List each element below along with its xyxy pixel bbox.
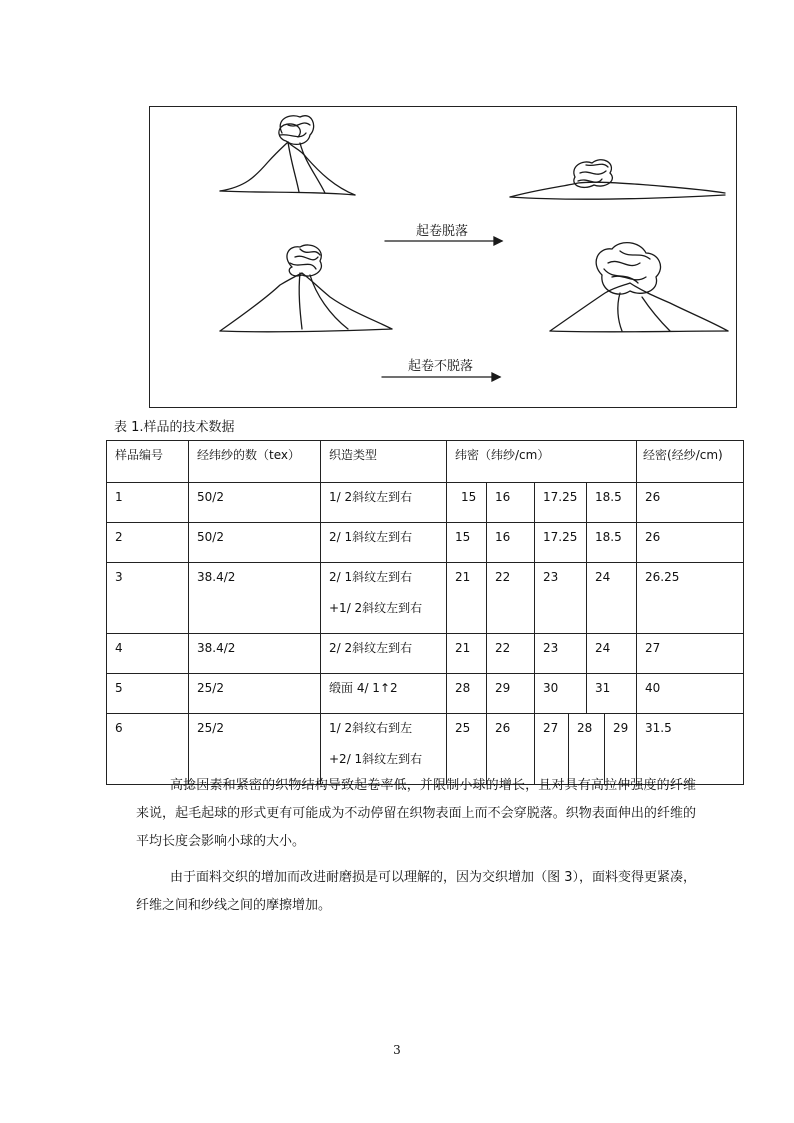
cell-warp-density: 26 <box>637 483 744 523</box>
cell-sample-no: 2 <box>107 523 189 563</box>
cell-weft-density: 28 <box>447 674 487 714</box>
cell-warp-density: 26.25 <box>637 563 744 634</box>
cell-weft-density: 16 <box>487 483 535 523</box>
cell-yarn-count: 25/2 <box>189 714 321 785</box>
cell-weft-density: 25 <box>447 714 487 785</box>
cell-warp-density: 31.5 <box>637 714 744 785</box>
cell-weft-density: 22 <box>487 563 535 634</box>
sample-tech-data-table <box>106 440 744 785</box>
cell-weave: 1/ 2斜纹右到左 +2/ 1斜纹左到右 <box>321 714 447 785</box>
sketch-pill-detached <box>510 160 725 199</box>
header-weft-density: 纬密（纬纱/cm） <box>447 441 637 483</box>
cell-weft-density: 24 <box>587 634 637 674</box>
cell-weave: 2/ 1斜纹左到右 <box>321 523 447 563</box>
arrow-top-label: 起卷脱落 <box>416 224 469 239</box>
table-body <box>107 441 744 785</box>
cell-yarn-count: 38.4/2 <box>189 563 321 634</box>
table-row <box>107 674 744 714</box>
cell-yarn-count: 25/2 <box>189 674 321 714</box>
sketch-pill-forming <box>220 116 355 195</box>
sketch-pill-large <box>550 243 728 332</box>
cell-sample-no: 4 <box>107 634 189 674</box>
header-weave: 织造类型 <box>321 441 447 483</box>
cell-weft-density: 28 <box>569 714 605 785</box>
cell-weave: 缎面 4/ 1↑2 <box>321 674 447 714</box>
table-caption: 表 1.样品的技术数据 <box>114 420 235 435</box>
cell-yarn-count: 50/2 <box>189 523 321 563</box>
cell-sample-no: 1 <box>107 483 189 523</box>
cell-warp-density: 27 <box>637 634 744 674</box>
sketch-pill-attached <box>220 245 392 332</box>
header-yarn-count: 经纬纱的数（tex） <box>189 441 321 483</box>
table-row <box>107 523 744 563</box>
paragraph-1: 高捻因素和紧密的织物结构导致起卷率低，并限制小球的增长，且对具有高拉伸强度的纤维来说，起毛起球的形式更有可能成为不动停留在织物表面上而不会穿脱落。织物表面伸出的纤维的平均长度会影响小球的大小。 <box>136 778 696 849</box>
cell-weft-density: 24 <box>587 563 637 634</box>
cell-weft-density: 26 <box>487 714 535 785</box>
cell-yarn-count: 38.4/2 <box>189 634 321 674</box>
arrow-bottom-label: 起卷不脱落 <box>408 359 474 374</box>
cell-sample-no: 6 <box>107 714 189 785</box>
cell-weft-density: 27 <box>535 714 569 785</box>
cell-weave: 1/ 2斜纹左到右 <box>321 483 447 523</box>
cell-weave: 2/ 1斜纹左到右 +1/ 2斜纹左到右 <box>321 563 447 634</box>
cell-weft-density: 23 <box>535 634 587 674</box>
cell-weft-density: 21 <box>447 634 487 674</box>
cell-weft-density: 18.5 <box>587 483 637 523</box>
cell-weft-density: 31 <box>587 674 637 714</box>
table-row <box>107 563 744 634</box>
cell-weft-density: 15 <box>447 523 487 563</box>
paragraph-2: 由于面料交织的增加而改进耐磨损是可以理解的，因为交织增加（图 3），面料变得更紧凑，纤维之间和纱线之间的摩擦增加。 <box>136 870 696 913</box>
cell-weft-density: 17.25 <box>535 523 587 563</box>
cell-yarn-count: 50/2 <box>189 483 321 523</box>
table-row <box>107 634 744 674</box>
cell-weft-density: 15 <box>447 483 487 523</box>
cell-weft-density: 22 <box>487 634 535 674</box>
cell-weft-density: 23 <box>535 563 587 634</box>
cell-weft-density: 21 <box>447 563 487 634</box>
cell-sample-no: 3 <box>107 563 189 634</box>
cell-weave: 2/ 2斜纹左到右 <box>321 634 447 674</box>
page-number: 3 <box>393 1043 401 1057</box>
table-header-row <box>107 441 744 483</box>
cell-weft-density: 17.25 <box>535 483 587 523</box>
cell-warp-density: 40 <box>637 674 744 714</box>
arrow-bottom <box>382 373 500 381</box>
cell-weft-density: 18.5 <box>587 523 637 563</box>
cell-weft-density: 29 <box>605 714 637 785</box>
cell-weft-density: 29 <box>487 674 535 714</box>
header-sample-no: 样品编号 <box>107 441 189 483</box>
cell-sample-no: 5 <box>107 674 189 714</box>
cell-weft-density: 16 <box>487 523 535 563</box>
cell-weft-density: 30 <box>535 674 587 714</box>
pilling-figure <box>149 106 737 408</box>
table-row <box>107 483 744 523</box>
cell-warp-density: 26 <box>637 523 744 563</box>
header-warp-density: 经密(经纱/cm) <box>637 441 744 483</box>
